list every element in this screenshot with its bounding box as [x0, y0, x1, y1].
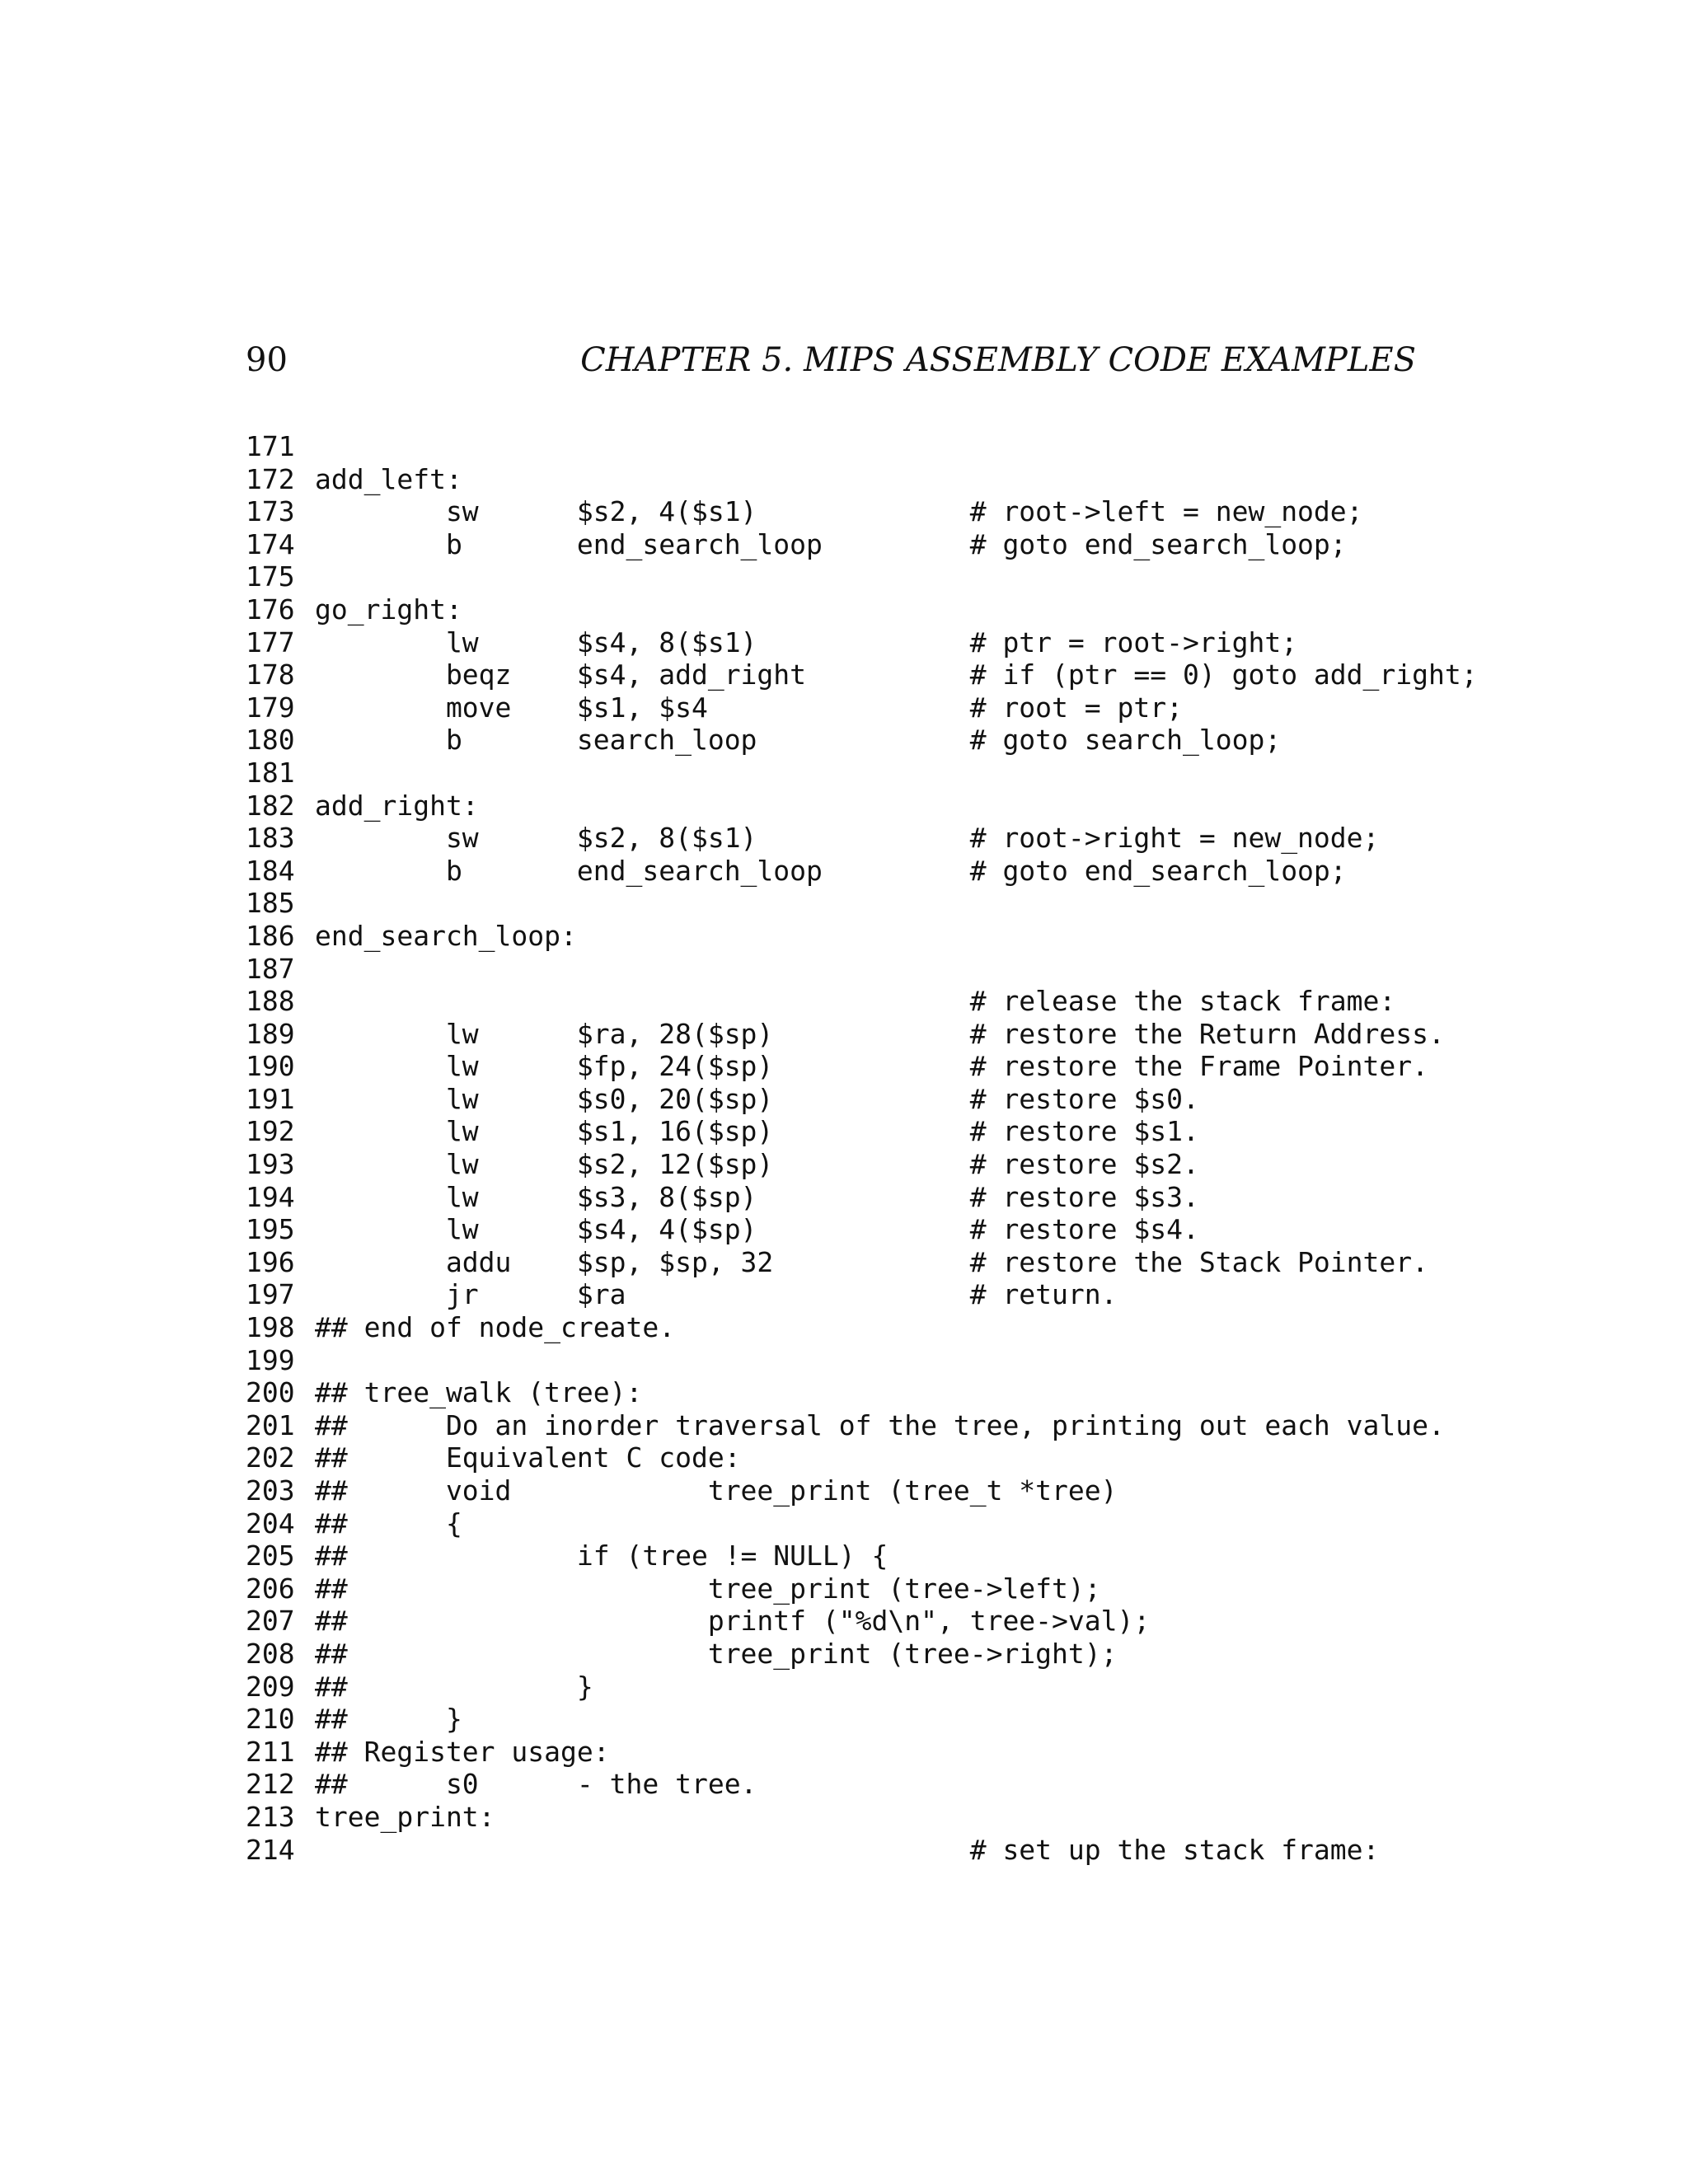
code-line	[246, 1115, 1482, 1148]
code-line	[246, 1181, 1482, 1214]
code-text: ## tree_print (tree->left);	[315, 1572, 1101, 1605]
code-text: addu $sp, $sp, 32 # restore the Stack Pointer.	[315, 1245, 1429, 1278]
code-text: b end_search_loop # goto end_search_loop;	[315, 854, 1347, 887]
line-number: 189	[246, 1017, 295, 1050]
page-number: 90	[246, 341, 288, 379]
code-text: add_left:	[315, 462, 462, 495]
line-number: 208	[246, 1637, 295, 1670]
code-text: b end_search_loop # goto end_search_loop;	[315, 527, 1347, 560]
line-number: 195	[246, 1213, 295, 1246]
line-number: 213	[246, 1800, 295, 1833]
line-number: 179	[246, 691, 295, 724]
code-line	[246, 1703, 1482, 1736]
line-number: 210	[246, 1703, 295, 1736]
line-number: 172	[246, 462, 295, 495]
code-line	[246, 1441, 1482, 1474]
line-number: 190	[246, 1050, 295, 1083]
line-number: 202	[246, 1441, 295, 1474]
code-line	[246, 1572, 1482, 1605]
running-head: CHAPTER 5. MIPS ASSEMBLY CODE EXAMPLES	[580, 341, 1416, 379]
code-text: lw $s4, 8($s1) # ptr = root->right;	[315, 626, 1298, 658]
line-number: 176	[246, 593, 295, 626]
line-number: 197	[246, 1278, 295, 1311]
code-line	[246, 1474, 1482, 1507]
line-number: 173	[246, 495, 295, 528]
line-number: 171	[246, 430, 295, 462]
code-line	[246, 1605, 1482, 1638]
line-number: 186	[246, 919, 295, 952]
code-text: sw $s2, 8($s1) # root->right = new_node;	[315, 822, 1380, 855]
code-text: ## s0 - the tree.	[315, 1768, 757, 1801]
code-text: ## }	[315, 1670, 593, 1703]
line-number: 200	[246, 1376, 295, 1409]
code-text: lw $s2, 12($sp) # restore $s2.	[315, 1148, 1199, 1181]
line-number: 212	[246, 1768, 295, 1801]
line-number: 196	[246, 1245, 295, 1278]
line-number: 192	[246, 1115, 295, 1148]
line-number: 194	[246, 1180, 295, 1213]
code-text: lw $fp, 24($sp) # restore the Frame Pointer.	[315, 1050, 1429, 1083]
code-text: lw $s3, 8($sp) # restore $s3.	[315, 1180, 1199, 1213]
line-number: 204	[246, 1507, 295, 1540]
code-line	[246, 1213, 1482, 1246]
code-line	[246, 1409, 1482, 1442]
code-line	[246, 560, 1482, 593]
code-line	[246, 1050, 1482, 1083]
code-line	[246, 920, 1482, 953]
code-line	[246, 626, 1482, 659]
line-number: 211	[246, 1735, 295, 1768]
line-number: 198	[246, 1311, 295, 1344]
code-line	[246, 1638, 1482, 1671]
line-number: 174	[246, 527, 295, 560]
code-text: lw $s0, 20($sp) # restore $s0.	[315, 1082, 1199, 1115]
code-line	[246, 887, 1482, 920]
line-number: 191	[246, 1082, 295, 1115]
code-text: # release the stack frame:	[315, 985, 1396, 1018]
code-line	[246, 953, 1482, 986]
line-number: 207	[246, 1605, 295, 1638]
code-line	[246, 691, 1482, 724]
code-line	[246, 1018, 1482, 1051]
line-number: 203	[246, 1474, 295, 1507]
code-text: b search_loop # goto search_loop;	[315, 724, 1282, 757]
code-line	[246, 822, 1482, 855]
code-text: ## }	[315, 1703, 462, 1736]
line-number: 183	[246, 822, 295, 855]
code-line	[246, 1507, 1482, 1540]
code-text: beqz $s4, add_right # if (ptr == 0) goto add_right;	[315, 658, 1478, 691]
code-text: jr $ra # return.	[315, 1278, 1118, 1311]
code-listing	[246, 430, 1482, 1866]
line-number: 209	[246, 1670, 295, 1703]
code-line	[246, 593, 1482, 626]
code-text: ## Register usage:	[315, 1735, 610, 1768]
line-number: 199	[246, 1343, 295, 1376]
line-number: 178	[246, 658, 295, 691]
code-text: move $s1, $s4 # root = ptr;	[315, 691, 1183, 724]
code-line	[246, 757, 1482, 790]
code-text: ## tree_walk (tree):	[315, 1376, 643, 1409]
line-number: 180	[246, 724, 295, 757]
line-number: 177	[246, 626, 295, 658]
code-text: lw $s4, 4($sp) # restore $s4.	[315, 1213, 1199, 1246]
line-number: 205	[246, 1540, 295, 1572]
code-text: ## tree_print (tree->right);	[315, 1637, 1118, 1670]
code-text: end_search_loop:	[315, 919, 577, 952]
line-number: 206	[246, 1572, 295, 1605]
line-number: 184	[246, 854, 295, 887]
line-number: 214	[246, 1833, 295, 1866]
code-line	[246, 790, 1482, 823]
code-line	[246, 495, 1482, 528]
code-line	[246, 1278, 1482, 1311]
code-line	[246, 724, 1482, 757]
code-text: sw $s2, 4($s1) # root->left = new_node;	[315, 495, 1363, 528]
code-line	[246, 1671, 1482, 1704]
code-line	[246, 1148, 1482, 1181]
code-line	[246, 1801, 1482, 1834]
code-line	[246, 1736, 1482, 1769]
code-text: ## Equivalent C code:	[315, 1441, 741, 1474]
code-text: ## end of node_create.	[315, 1311, 676, 1344]
line-number: 182	[246, 789, 295, 822]
code-line	[246, 463, 1482, 496]
code-text: tree_print:	[315, 1800, 495, 1833]
code-line	[246, 1376, 1482, 1409]
code-line	[246, 1344, 1482, 1377]
code-line	[246, 1083, 1482, 1116]
code-line	[246, 430, 1482, 463]
code-line	[246, 1246, 1482, 1279]
code-text: # set up the stack frame:	[315, 1833, 1380, 1866]
line-number: 181	[246, 756, 295, 789]
line-number: 201	[246, 1408, 295, 1441]
code-line	[246, 985, 1482, 1018]
code-line	[246, 528, 1482, 561]
line-number: 185	[246, 887, 295, 920]
code-text: ## void tree_print (tree_t *tree)	[315, 1474, 1118, 1507]
code-line	[246, 855, 1482, 888]
line-number: 193	[246, 1148, 295, 1181]
code-text: go_right:	[315, 593, 462, 626]
line-number: 187	[246, 952, 295, 985]
code-text: ## if (tree != NULL) {	[315, 1540, 889, 1572]
code-text: ## Do an inorder traversal of the tree, printing out each value.	[315, 1408, 1445, 1441]
code-text: lw $s1, 16($sp) # restore $s1.	[315, 1115, 1199, 1148]
code-text: ## {	[315, 1507, 462, 1540]
code-text: lw $ra, 28($sp) # restore the Return Address.	[315, 1017, 1445, 1050]
code-line	[246, 658, 1482, 691]
line-number: 175	[246, 560, 295, 593]
code-line	[246, 1311, 1482, 1344]
code-text: ## printf ("%d\n", tree->val);	[315, 1605, 1151, 1638]
code-line	[246, 1768, 1482, 1801]
code-line	[246, 1540, 1482, 1572]
line-number: 188	[246, 985, 295, 1018]
code-text: add_right:	[315, 789, 479, 822]
code-line	[246, 1834, 1482, 1867]
